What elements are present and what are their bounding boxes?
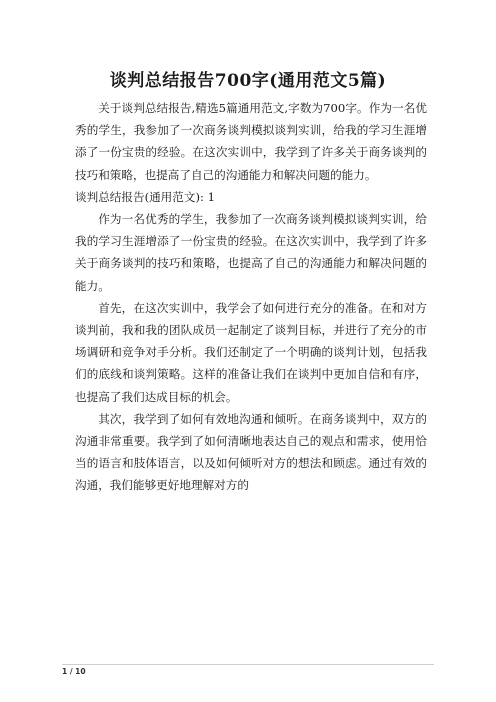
document-title: 谈判总结报告700字(通用范文5篇) [109,71,387,91]
body-paragraph: 首先，在这次实训中，我学会了如何进行充分的准备。在和对方谈判前，我和我的团队成员一起制定了谈判目标，并进行了充分的市场调研和竞争对手分析。我们还制定了一个明确的谈判计划，包括我们的底线和谈判策略。这样的准备让我们在谈判中更加自信和有序，也提高了我们达成目标的机会。 [75,300,427,404]
footer-divider [62,664,434,665]
intro-paragraph: 关于谈判总结报告,精选5篇通用范文,字数为700字。作为一名优秀的学生，我参加了一次商务谈判模拟谈判实训，给我的学习生涯增添了一份宝贵的经验。在这次实训中，我学到了许多关于商务谈判的技巧和策略，也提高了自己的沟通能力和解决问题的能力。 [75,101,427,182]
section-heading: 谈判总结报告(通用范文): 1 [75,189,215,204]
body-paragraph: 作为一名优秀的学生，我参加了一次商务谈判模拟谈判实训，给我的学习生涯增添了一份宝贵的经验。在这次实训中，我学到了许多关于商务谈判的技巧和策略，也提高了自己的沟通能力和解决问题的能力。 [75,212,427,293]
body-paragraph: 其次，我学到了如何有效地沟通和倾听。在商务谈判中，双方的沟通非常重要。我学到了如何清晰地表达自己的观点和需求，使用恰当的语言和肢体语言，以及如何倾听对方的想法和顾虑。通过有效的沟通，我们能够更好地理解对方的 [75,411,427,493]
page-number: 1 / 10 [62,667,86,676]
document-body [75,97,427,497]
